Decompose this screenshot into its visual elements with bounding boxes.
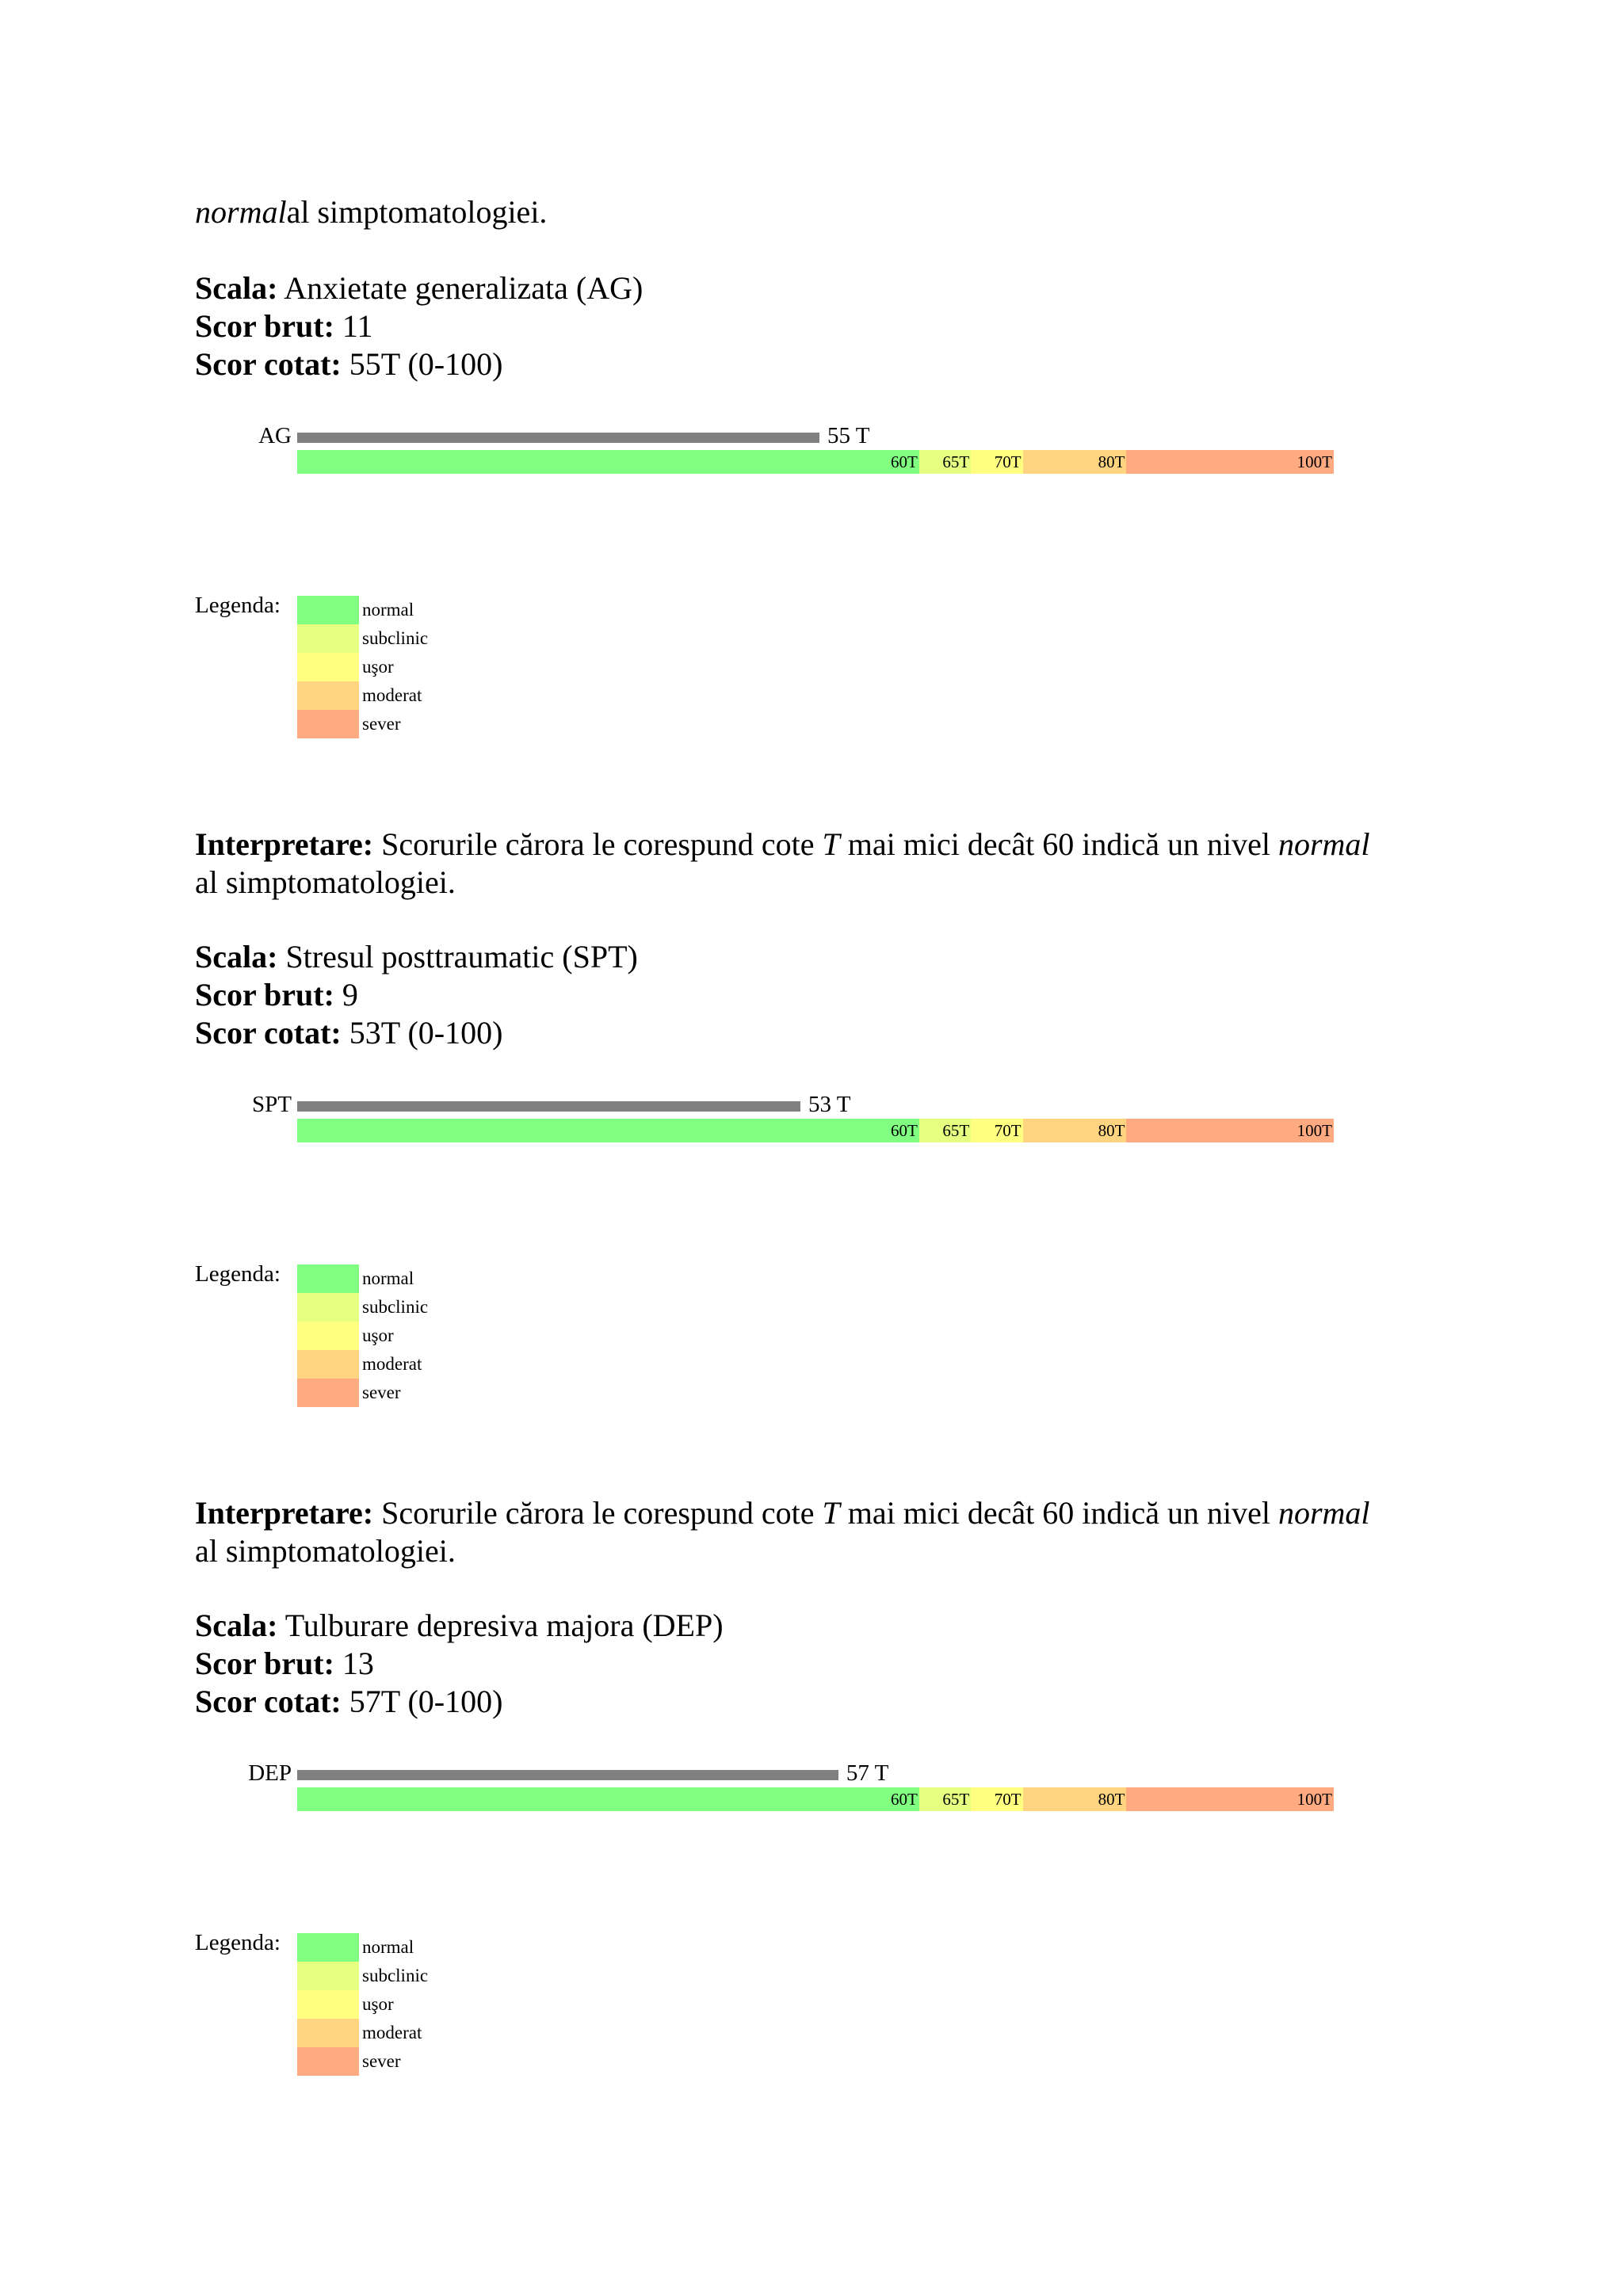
legend-item (297, 653, 614, 681)
gauge-ag (0, 423, 1623, 483)
scale-segment-normal (297, 1119, 919, 1142)
scale-tick: 100T (1296, 1790, 1332, 1809)
scale-tick: 65T (942, 1790, 970, 1809)
interpretation-ag: Interpretare: Scorurile cărora le corespund cote T mai mici decât 60 indică un nivel normal (195, 826, 1370, 862)
scale-tick: 80T (1098, 1121, 1125, 1140)
scale-tick: 100T (1296, 452, 1332, 471)
scale-tick: 80T (1098, 452, 1125, 471)
scale-tick: 65T (942, 452, 970, 471)
legend-ag (0, 593, 1623, 746)
raw-score-line-dep: Scor brut: 13 (195, 1646, 374, 1681)
legend-swatch (297, 1990, 359, 2019)
legend-label: moderat (362, 2023, 422, 2042)
scale-tick: 70T (994, 1790, 1022, 1809)
legend-item (297, 1322, 614, 1350)
score-text: 55 T (827, 423, 870, 448)
scale-tick: 100T (1296, 1121, 1332, 1140)
scale-tick: 65T (942, 1121, 970, 1140)
rated-score-line-ag: Scor cotat: 55T (0-100) (195, 346, 503, 382)
severity-scale (297, 1119, 1334, 1142)
legend-label: normal (362, 1937, 414, 1957)
score-bar (297, 433, 819, 443)
interpretation-spt: Interpretare: Scorurile cărora le corespund cote T mai mici decât 60 indică un nivel normal (195, 1495, 1370, 1531)
legend-label: normal (362, 600, 414, 620)
legend-title: Legenda: (195, 1261, 281, 1287)
interpretation-ag-line2: al simptomatologiei. (195, 864, 456, 900)
legend-item (297, 596, 614, 624)
legend-label: subclinic (362, 628, 429, 648)
scale-tick: 60T (890, 1121, 918, 1140)
legend-item (297, 1379, 614, 1407)
legend-swatch (297, 2019, 359, 2047)
legend-swatch (297, 653, 359, 681)
legend-swatch (297, 1962, 359, 1990)
gauge-label: AG (258, 423, 292, 448)
score-text: 53 T (808, 1092, 851, 1117)
legend-swatch (297, 1933, 359, 1962)
scale-tick: 70T (994, 1121, 1022, 1140)
raw-score-line-ag: Scor brut: 11 (195, 308, 373, 344)
legend-swatch (297, 596, 359, 624)
scale-line-spt: Scala: Stresul posttraumatic (SPT) (195, 939, 638, 974)
intro-italic: normal (195, 194, 287, 230)
severity-scale (297, 1787, 1334, 1811)
rated-score-line-dep: Scor cotat: 57T (0-100) (195, 1684, 503, 1719)
legend-label: uşor (362, 1994, 394, 2014)
legend-spt (0, 1261, 1623, 1415)
legend-swatch (297, 1379, 359, 1407)
score-text: 57 T (846, 1760, 889, 1786)
gauge-dep (0, 1760, 1623, 1821)
legend-label: moderat (362, 685, 422, 705)
legend-item (297, 1350, 614, 1379)
gauge-label: SPT (252, 1092, 292, 1117)
interpretation-spt-line2: al simptomatologiei. (195, 1533, 456, 1569)
legend-item (297, 1264, 614, 1293)
scale-tick: 60T (890, 1790, 918, 1809)
legend-label: subclinic (362, 1297, 429, 1317)
legend-label: sever (362, 2051, 401, 2071)
severity-scale (297, 450, 1334, 474)
legend-label: uşor (362, 1325, 394, 1345)
legend-swatch (297, 1322, 359, 1350)
legend-item (297, 710, 614, 738)
scale-tick: 70T (994, 452, 1022, 471)
intro-line (195, 193, 547, 231)
scale-tick: 80T (1098, 1790, 1125, 1809)
legend-item (297, 2019, 614, 2047)
intro-rest: al simptomatologiei. (286, 194, 548, 230)
legend-item (297, 1962, 614, 1990)
legend-dep (0, 1930, 1623, 2084)
legend-label: moderat (362, 1354, 422, 1374)
legend-label: normal (362, 1268, 414, 1288)
legend-item (297, 624, 614, 653)
legend-item (297, 2047, 614, 2076)
score-bar (297, 1770, 838, 1780)
legend-label: subclinic (362, 1966, 429, 1985)
legend-item (297, 1990, 614, 2019)
legend-item (297, 681, 614, 710)
legend-item (297, 1933, 614, 1962)
legend-title: Legenda: (195, 1930, 281, 1955)
raw-score-line-spt: Scor brut: 9 (195, 977, 358, 1013)
scale-tick: 60T (890, 452, 918, 471)
legend-label: sever (362, 714, 401, 734)
legend-swatch (297, 681, 359, 710)
legend-label: sever (362, 1383, 401, 1402)
legend-swatch (297, 1293, 359, 1322)
scale-segment-normal (297, 450, 919, 474)
legend-swatch (297, 1264, 359, 1293)
scale-line-dep: Scala: Tulburare depresiva majora (DEP) (195, 1608, 724, 1643)
legend-swatch (297, 710, 359, 738)
legend-swatch (297, 1350, 359, 1379)
legend-swatch (297, 2047, 359, 2076)
legend-item (297, 1293, 614, 1322)
legend-label: uşor (362, 657, 394, 677)
gauge-label: DEP (248, 1760, 292, 1786)
gauge-spt (0, 1092, 1623, 1152)
legend-swatch (297, 624, 359, 653)
scale-segment-normal (297, 1787, 919, 1811)
score-bar (297, 1101, 800, 1112)
legend-title: Legenda: (195, 593, 281, 618)
rated-score-line-spt: Scor cotat: 53T (0-100) (195, 1015, 503, 1051)
scale-line-ag: Scala: Anxietate generalizata (AG) (195, 270, 643, 306)
